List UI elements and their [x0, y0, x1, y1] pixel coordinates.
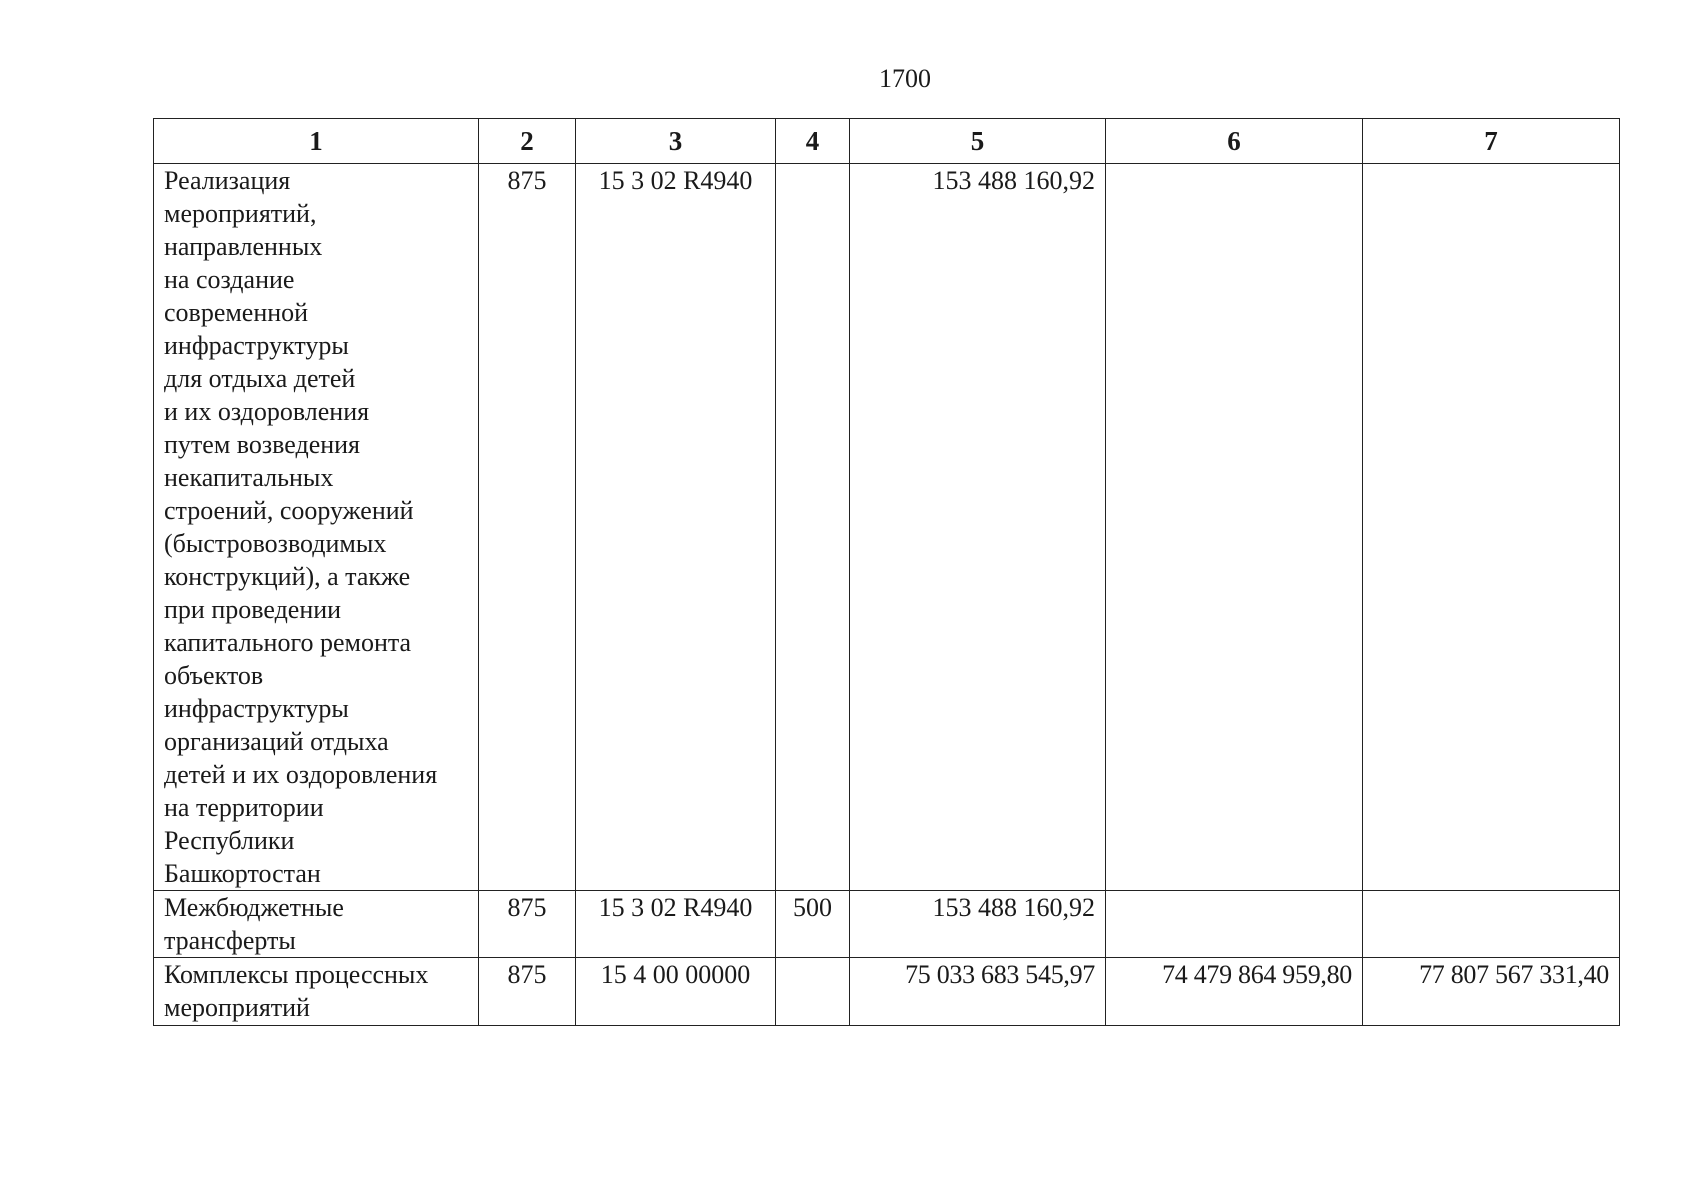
budget-table	[153, 118, 1620, 1026]
row-col-4	[776, 164, 850, 891]
row-col-5: 153 488 160,92	[850, 891, 1106, 958]
row-col-7	[1363, 164, 1620, 891]
table-row	[154, 958, 1620, 1026]
name-line: современной	[164, 298, 309, 327]
row-col-5: 75 033 683 545,97	[850, 958, 1106, 1026]
name-line: мероприятий	[164, 993, 310, 1022]
row-col-6: 74 479 864 959,80	[1106, 958, 1363, 1026]
name-line: объектов	[164, 661, 264, 690]
row-col-4: 500	[776, 891, 850, 958]
name-line: (быстровозводимых	[164, 529, 387, 558]
row-col-7	[1363, 891, 1620, 958]
row-col-2: 875	[479, 958, 576, 1026]
name-line: направленных	[164, 232, 323, 261]
header-col-2: 2	[479, 119, 576, 164]
name-line: Межбюджетные	[164, 893, 344, 922]
name-line: трансферты	[164, 926, 296, 955]
row-col-4	[776, 958, 850, 1026]
name-line: Республики	[164, 826, 295, 855]
row-col-3: 15 4 00 00000	[576, 958, 776, 1026]
row-name	[154, 891, 479, 958]
name-line: Башкортостан	[164, 859, 321, 888]
header-col-6: 6	[1106, 119, 1363, 164]
name-line: капитального ремонта	[164, 628, 412, 657]
header-col-7: 7	[1363, 119, 1620, 164]
header-col-5: 5	[850, 119, 1106, 164]
name-line: при проведении	[164, 595, 342, 624]
name-line: для отдыха детей	[164, 364, 356, 393]
row-col-2: 875	[479, 891, 576, 958]
name-line: инфраструктуры	[164, 694, 349, 723]
name-line: строений, сооружений	[164, 496, 414, 525]
name-line: Комплексы процессных	[164, 960, 429, 989]
name-line: на создание	[164, 265, 295, 294]
name-line: организаций отдыха	[164, 727, 389, 756]
header-col-4: 4	[776, 119, 850, 164]
table-row	[154, 164, 1620, 891]
row-col-7: 77 807 567 331,40	[1363, 958, 1620, 1026]
name-line: мероприятий,	[164, 199, 317, 228]
name-line: на территории	[164, 793, 324, 822]
row-col-6	[1106, 164, 1363, 891]
name-line: Реализация	[164, 166, 291, 195]
name-line: инфраструктуры	[164, 331, 349, 360]
header-row	[154, 119, 1620, 164]
row-name	[154, 958, 479, 1026]
name-line: детей и их оздоровления	[164, 760, 438, 789]
header-col-3: 3	[576, 119, 776, 164]
name-line: некапитальных	[164, 463, 334, 492]
row-col-2: 875	[479, 164, 576, 891]
name-line: путем возведения	[164, 430, 361, 459]
row-col-3: 15 3 02 R4940	[576, 891, 776, 958]
row-col-5: 153 488 160,92	[850, 164, 1106, 891]
table-row	[154, 891, 1620, 958]
header-col-1: 1	[154, 119, 479, 164]
name-line: конструкций), а также	[164, 562, 411, 591]
row-col-6	[1106, 891, 1363, 958]
name-line: и их оздоровления	[164, 397, 370, 426]
page-number: 1700	[879, 64, 931, 93]
row-col-3: 15 3 02 R4940	[576, 164, 776, 891]
row-name	[154, 164, 479, 891]
